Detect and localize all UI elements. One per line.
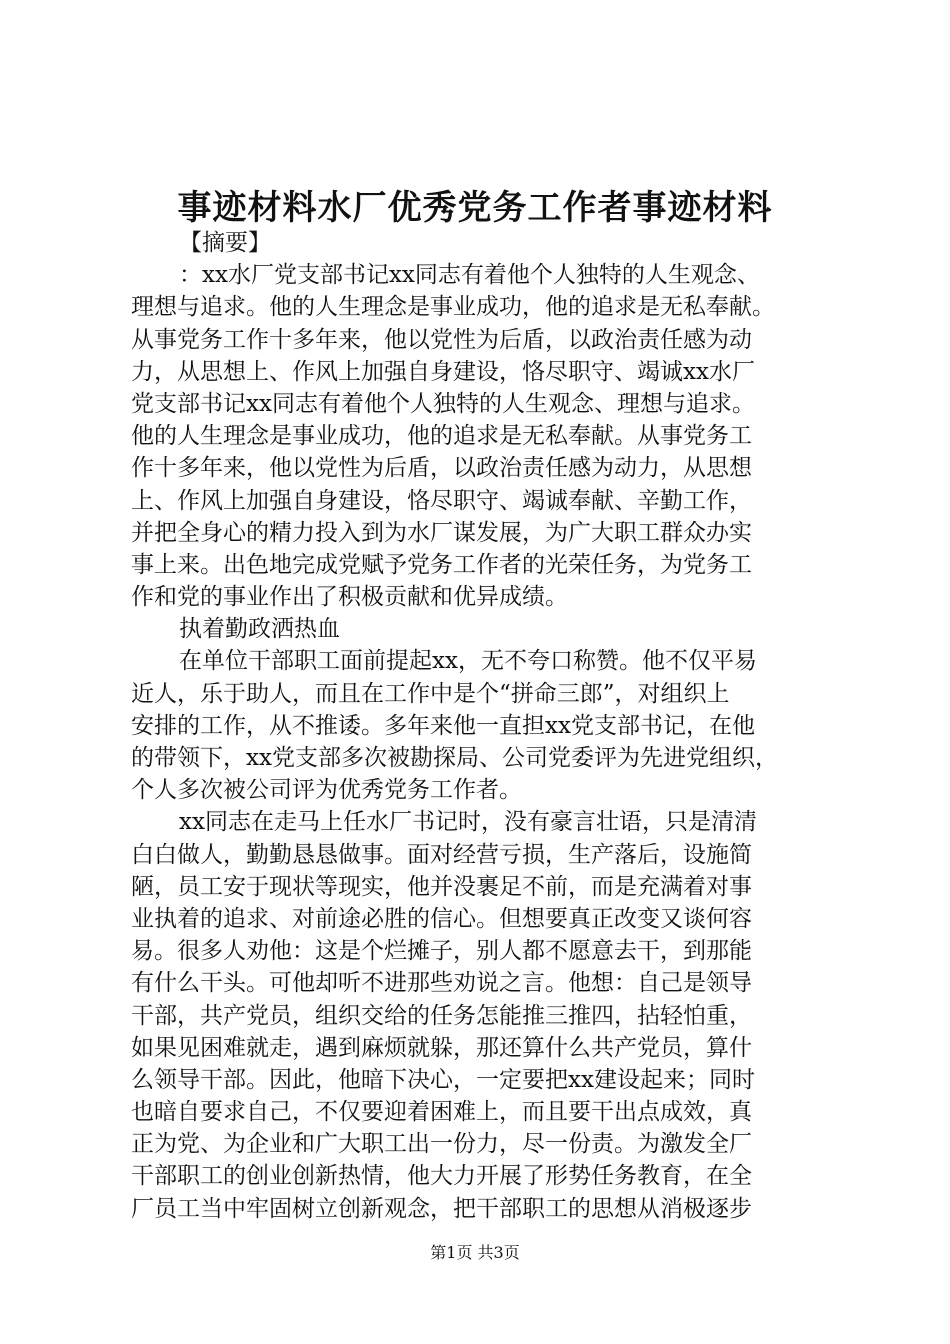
text-line: ：xx水厂党支部书记xx同志有着他个人独特的人生观念、 [179,262,760,289]
text-line: 近人，乐于助人，而且在工作中是个“拼命三郎”，对组织上 [131,680,730,707]
text-line: 他的人生理念是事业成功，他的追求是无私奉献。从事党务工 [131,423,752,450]
text-line: 理想与追求。他的人生理念是事业成功，他的追求是无私奉献。 [131,294,775,321]
text-line: 干部，共产党员，组织交给的任务怎能推三推四，拈轻怕重， [131,1002,752,1029]
text-line: 安排的工作，从不推诿。多年来他一直担xx党支部书记，在他 [131,712,755,739]
text-line: 在单位干部职工面前提起xx，无不夸口称赞。他不仅平易 [179,648,757,675]
text-line: 么领导干部。因此，他暗下决心，一定要把xx建设起来；同时 [131,1066,755,1093]
text-line: 如果见困难就走，遇到麻烦就躲，那还算什么共产党员，算什 [131,1034,752,1061]
text-line: 力，从思想上、作风上加强自身建设，恪尽职守、竭诚xx水厂 [131,358,755,385]
document-body [131,227,851,1225]
document-title: 事迹材料水厂优秀党务工作者事迹材料 [177,188,773,228]
text-line: xx同志在走马上任水厂书记时，没有豪言壮语，只是清清 [179,809,757,836]
text-line: 上、作风上加强自身建设，恪尽职守、竭诚奉献、辛勤工作， [131,487,752,514]
text-line: 并把全身心的精力投入到为水厂谋发展，为广大职工群众办实 [131,519,752,546]
text-line: 执着勤政洒热血 [179,616,340,643]
text-line: 干部职工的创业创新热情，他大力开展了形势任务教育，在全 [131,1163,752,1190]
text-line: 易。很多人劝他：这是个烂摊子，别人都不愿意去干，到那能 [131,938,752,965]
page-footer: 第1页 共3页 [430,1243,520,1262]
text-line: 陋，员工安于现状等现实，他并没裹足不前，而是充满着对事 [131,873,752,900]
text-line: 作十多年来，他以党性为后盾，以政治责任感为动力，从思想 [131,455,752,482]
text-line: 正为党、为企业和广大职工出一份力，尽一份责。为激发全厂 [131,1131,752,1158]
text-line: 有什么干头。可他却听不进那些劝说之言。他想：自己是领导 [131,970,752,997]
text-line: 个人多次被公司评为优秀党务工作者。 [131,777,522,804]
text-line: 的带领下，xx党支部多次被勘探局、公司党委评为先进党组织， [131,745,778,771]
text-line: 【摘要】 [179,230,271,256]
text-line: 白白做人，勤勤恳恳做事。面对经营亏损，生产落后，设施简 [131,841,752,868]
text-line: 党支部书记xx同志有着他个人独特的人生观念、理想与追求。 [131,390,755,417]
text-line: 也暗自要求自己，不仅要迎着困难上，而且要干出点成效，真 [131,1099,752,1126]
text-line: 事上来。出色地完成党赋予党务工作者的光荣任务，为党务工 [131,551,752,578]
text-line: 从事党务工作十多年来，他以党性为后盾，以政治责任感为动 [131,326,752,353]
text-line: 厂员工当中牢固树立创新观念，把干部职工的思想从消极逐步 [131,1195,752,1222]
text-line: 业执着的追求、对前途必胜的信心。但想要真正改变又谈何容 [131,905,752,932]
text-line: 作和党的事业作出了积极贡献和优异成绩。 [131,584,568,611]
